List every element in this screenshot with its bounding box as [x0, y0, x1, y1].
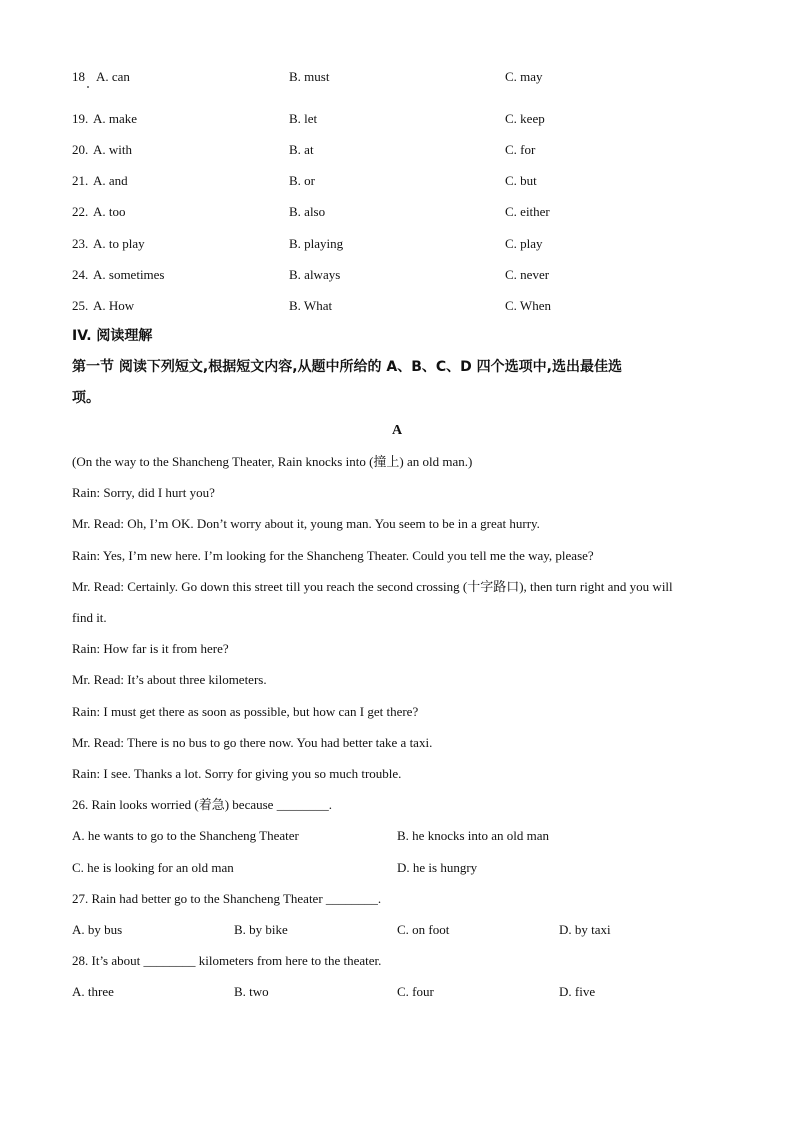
option-a: A. make	[93, 111, 138, 126]
passage-line: Mr. Read: Certainly. Go down this street till you reach the second crossing (十字路口), then turn right and you will	[72, 579, 673, 594]
passage-line: (On the way to the Shancheng Theater, Rain knocks into (撞上) an old man.)	[72, 454, 473, 469]
section-heading: IV. 阅读理解	[72, 328, 153, 344]
passage-line: Rain: Yes, I’m new here. I’m looking for the Shancheng Theater. Could you tell me the way, please?	[72, 548, 594, 563]
option-c: C. may	[505, 69, 543, 84]
option-b: B. at	[289, 142, 314, 157]
question-stem-27: 27. Rain had better go to the Shancheng Theater ________.	[72, 891, 382, 906]
passage-line: Mr. Read: It’s about three kilometers.	[72, 672, 267, 687]
passage-title: A	[391, 423, 403, 438]
passage-line: Mr. Read: Oh, I’m OK. Don’t worry about it, young man. You seem to be in a great hurry.	[72, 516, 540, 531]
option-a: A. sometimes	[93, 267, 165, 282]
section-instruction-line2: 项。	[72, 390, 100, 406]
passage-line: Rain: I see. Thanks a lot. Sorry for giving you so much trouble.	[72, 766, 402, 781]
q28-option-b: B. two	[234, 984, 269, 999]
option-b: B. What	[289, 298, 333, 313]
option-c: C. play	[505, 236, 543, 251]
option-b: B. always	[289, 267, 341, 282]
option-b: B. or	[289, 173, 315, 188]
question-number: 21.	[72, 173, 89, 188]
passage-line: Rain: I must get there as soon as possible, but how can I get there?	[72, 704, 419, 719]
option-b: B. let	[289, 111, 318, 126]
question-number: 25.	[72, 298, 89, 313]
q26-option-d: D. he is hungry	[397, 860, 478, 875]
question-number: 18	[72, 69, 85, 84]
option-b: B. playing	[289, 236, 344, 251]
question-stem-28: 28. It’s about ________ kilometers from here to the theater.	[72, 953, 382, 968]
q27-option-c: C. on foot	[397, 922, 450, 937]
q26-option-a: A. he wants to go to the Shancheng Theater	[72, 828, 299, 843]
option-c: C. either	[505, 204, 550, 219]
q26-option-c: C. he is looking for an old man	[72, 860, 234, 875]
option-c: C. When	[505, 298, 551, 313]
question-stem-26: 26. Rain looks worried (着急) because ________.	[72, 797, 332, 812]
q26-option-b: B. he knocks into an old man	[397, 828, 550, 843]
question-number: 22.	[72, 204, 89, 219]
option-a: A. How	[93, 298, 135, 313]
option-c: C. for	[505, 142, 536, 157]
question-number: 20.	[72, 142, 89, 157]
option-c: C. never	[505, 267, 550, 282]
passage-line: find it.	[72, 610, 107, 625]
option-a: A. to play	[93, 236, 145, 251]
q27-option-a: A. by bus	[72, 922, 123, 937]
q28-option-d: D. five	[559, 984, 596, 999]
option-c: C. keep	[505, 111, 545, 126]
option-c: C. but	[505, 173, 537, 188]
q28-option-c: C. four	[397, 984, 434, 999]
option-a: A. with	[93, 142, 132, 157]
q27-option-d: D. by taxi	[559, 922, 611, 937]
question-number: 23.	[72, 236, 89, 251]
option-a: A. too	[93, 204, 126, 219]
option-a: A. can	[96, 69, 130, 84]
section-instruction-line1: 第一节 阅读下列短文,根据短文内容,从题中所给的 A、B、C、D 四个选项中,选出最佳选	[72, 359, 622, 375]
passage-line: Mr. Read: There is no bus to go there now. You had better take a taxi.	[72, 735, 433, 750]
q28-option-a: A. three	[72, 984, 114, 999]
option-a: A. and	[93, 173, 128, 188]
passage-line: Rain: How far is it from here?	[72, 641, 229, 656]
q27-option-b: B. by bike	[234, 922, 288, 937]
question-number: 24.	[72, 267, 89, 282]
option-b: B. must	[289, 69, 330, 84]
stray-dot	[87, 86, 89, 88]
passage-line: Rain: Sorry, did I hurt you?	[72, 485, 215, 500]
question-number: 19.	[72, 111, 89, 126]
option-b: B. also	[289, 204, 326, 219]
